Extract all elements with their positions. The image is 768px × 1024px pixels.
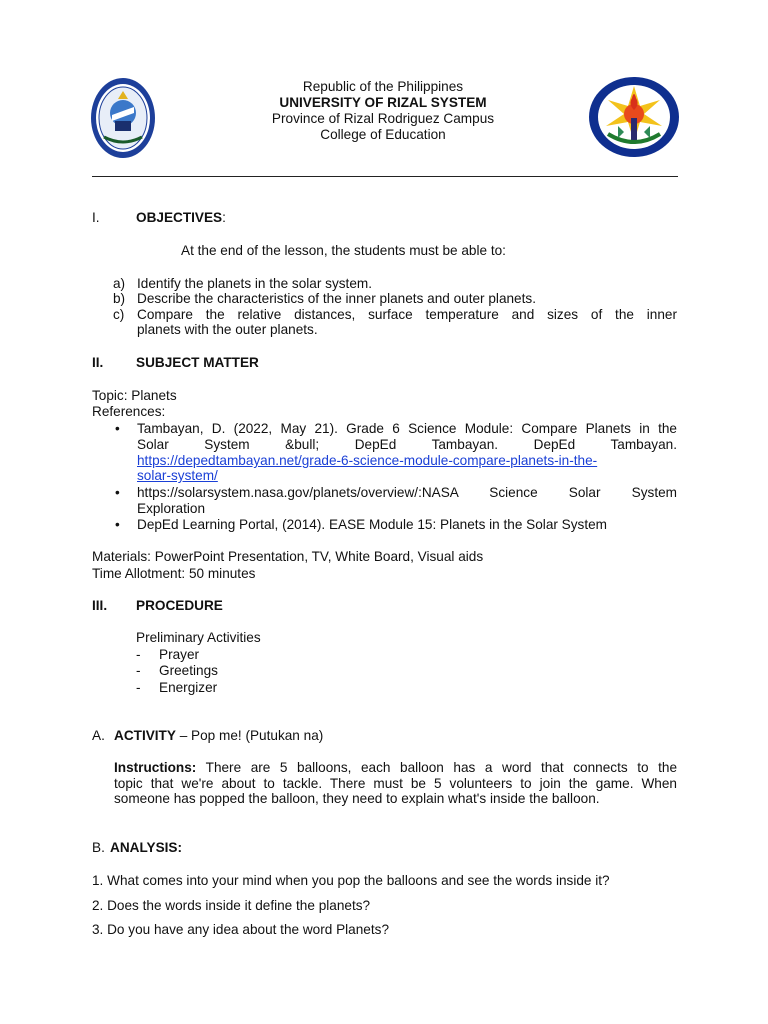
objectives-title-text: OBJECTIVES	[136, 210, 223, 225]
section-title-objectives	[136, 210, 226, 225]
prelim-dash-2: -	[136, 663, 141, 678]
section-number-subject: II.	[92, 355, 104, 370]
time-allotment-line: Time Allotment: 50 minutes	[92, 566, 256, 581]
activity-title: ACTIVITY	[114, 728, 176, 743]
analysis-question-1: 1. What comes into your mind when you pop the balloons and see the words inside it?	[92, 873, 610, 888]
republic-line: Republic of the Philippines	[302, 79, 464, 94]
reference-1-line2: Solar System &bull; DepEd Tambayan. DepEd Tambayan.	[137, 437, 677, 452]
instructions-line2: topic that we're about to tackle. There must be 5 volunteers to join the game. When	[114, 776, 677, 791]
materials-line: Materials: PowerPoint Presentation, TV, White Board, Visual aids	[92, 549, 484, 564]
prelim-dash-1: -	[136, 647, 141, 662]
reference-1-link-cont[interactable]: solar-system/	[137, 468, 218, 483]
prelim-item-prayer: Prayer	[159, 647, 200, 662]
objective-item-c-line1: Compare the relative distances, surface temperature and sizes of the inner	[137, 307, 677, 322]
section-title-procedure: PROCEDURE	[136, 598, 223, 613]
analysis-title: ANALYSIS:	[110, 840, 183, 855]
activity-letter: A.	[92, 728, 105, 743]
analysis-letter: B.	[92, 840, 105, 855]
preliminary-activities-label: Preliminary Activities	[136, 630, 261, 645]
reference-3: • DepEd Learning Portal, (2014). EASE Module 15: Planets in the Solar System	[137, 517, 607, 532]
university-name: UNIVERSITY OF RIZAL SYSTEM	[279, 95, 487, 110]
document-header	[200, 79, 566, 143]
analysis-question-2: 2. Does the words inside it define the planets?	[92, 898, 371, 913]
instructions-line1	[114, 760, 677, 775]
reference-1-line1: • Tambayan, D. (2022, May 21). Grade 6 Science Module: Compare Planets in the	[137, 421, 677, 436]
objective-item-a: Identify the planets in the solar system.	[137, 276, 372, 291]
objective-letter-b: b)	[113, 291, 126, 306]
activity-subtitle: – Pop me! (Putukan na)	[175, 728, 324, 743]
reference-1-link[interactable]: https://depedtambayan.net/grade-6-science-module-compare-planets-in-the-	[137, 453, 598, 468]
objective-item-c-line2: planets with the outer planets.	[137, 322, 318, 337]
header-divider	[92, 176, 678, 177]
activity-heading	[114, 728, 323, 743]
prelim-dash-3: -	[136, 680, 141, 695]
analysis-question-3: 3. Do you have any idea about the word Planets?	[92, 922, 389, 937]
reference-2-line1: • https://solarsystem.nasa.gov/planets/overview/:NASA Science Solar System	[137, 485, 677, 500]
objectives-colon: :	[222, 210, 226, 225]
objective-letter-c: c)	[113, 307, 125, 322]
section-number-procedure: III.	[92, 598, 108, 613]
prelim-item-energizer: Energizer	[159, 680, 218, 695]
instructions-line3: someone has popped the balloon, they need to explain what's inside the balloon.	[114, 791, 600, 806]
objective-letter-a: a)	[113, 276, 126, 291]
objective-item-b: Describe the characteristics of the inner planets and outer planets.	[137, 291, 536, 306]
reference-2-line2: Exploration	[137, 501, 206, 516]
instructions-label: Instructions:	[114, 760, 197, 775]
university-seal-logo	[90, 77, 156, 159]
section-number-objectives: I.	[92, 210, 100, 225]
section-title-subject: SUBJECT MATTER	[136, 355, 259, 370]
college-line: College of Education	[320, 127, 446, 142]
instructions-text-1: There are 5 balloons, each balloon has a word that connects to the	[196, 760, 677, 775]
references-label: References:	[92, 404, 166, 419]
prelim-item-greetings: Greetings	[159, 663, 218, 678]
campus-line: Province of Rizal Rodriguez Campus	[271, 111, 495, 126]
topic-line: Topic: Planets	[92, 388, 177, 403]
objectives-intro: At the end of the lesson, the students must be able to:	[181, 243, 506, 258]
college-of-education-logo	[588, 76, 680, 158]
